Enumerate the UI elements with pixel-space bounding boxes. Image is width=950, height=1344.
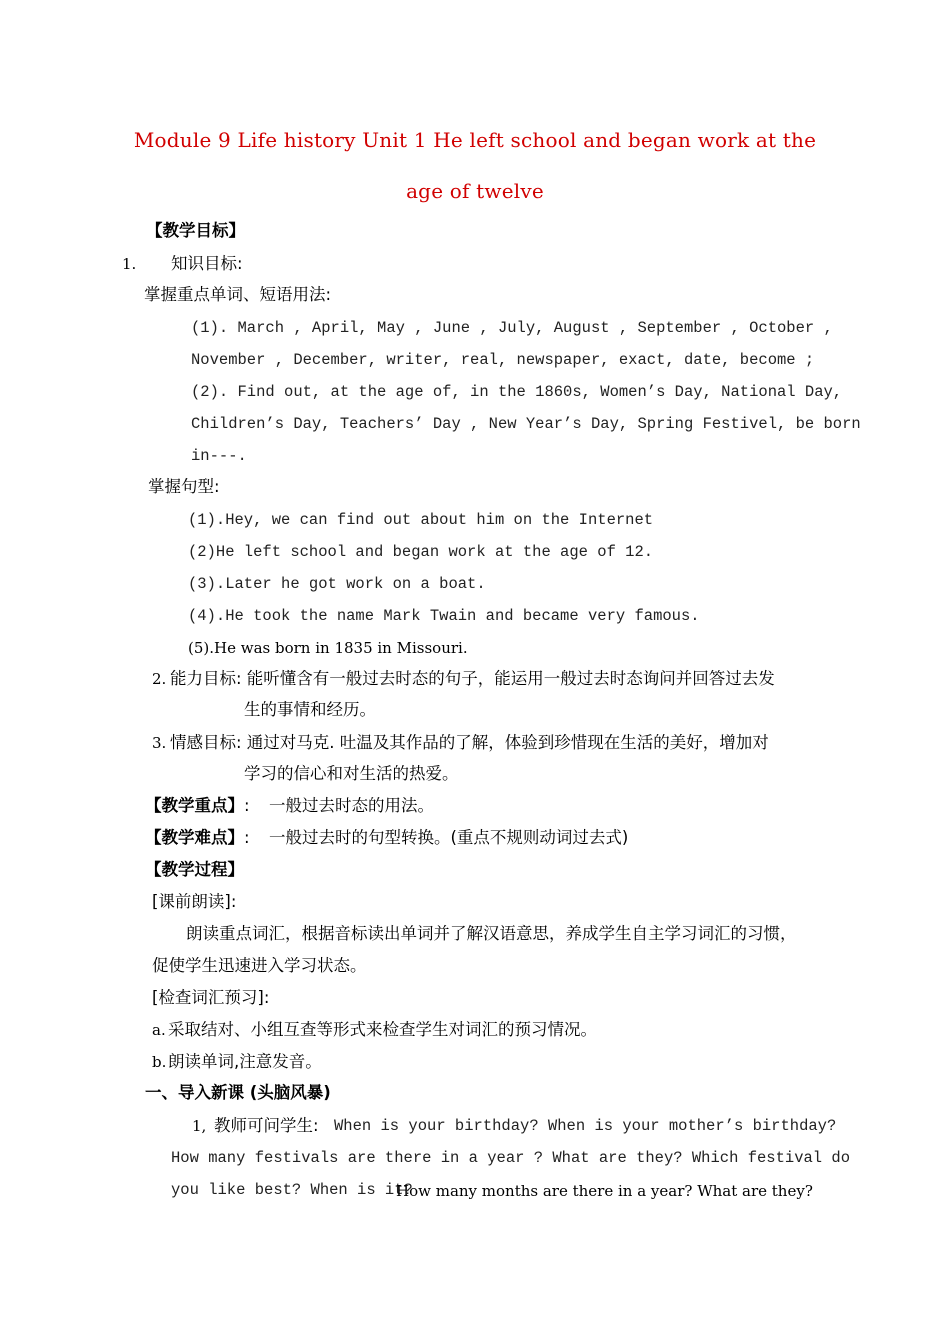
question-num: 1,: [192, 1117, 207, 1135]
vocab-check-b-num: b.: [152, 1053, 167, 1071]
vocab-line: in---.: [191, 447, 247, 465]
vocab-heading: 掌握重点单词、短语用法:: [144, 285, 332, 304]
key-point-text: 一般过去时态的用法。: [269, 796, 434, 815]
vocab-line: Children’s Day, Teachers’ Day , New Year’s Day, Spring Festivel, be born: [191, 415, 861, 433]
difficulty-text: 一般过去时的句型转换。(重点不规则动词过去式): [269, 828, 629, 847]
difficulty-label: 【教学难点】: [145, 828, 244, 847]
ability-text-cont: 生的事情和经历。: [244, 700, 376, 719]
vocab-line: (1). March , April, May , June , July, August , September , October ,: [191, 319, 833, 337]
sentence-heading: 掌握句型:: [148, 477, 220, 496]
difficulty-sep: :: [244, 828, 250, 847]
question-line: you like best? When is it?: [171, 1181, 413, 1199]
question-label: 教师可问学生:: [214, 1116, 319, 1135]
sentence-item: (4).He took the name Mark Twain and became very famous.: [188, 607, 700, 625]
pre-reading-text: 朗读重点词汇，根据音标读出单词并了解汉语意思，养成学生自主学习词汇的习惯，: [186, 924, 797, 943]
sentence-item: (2)He left school and began work at the age of 12.: [188, 543, 654, 561]
process-heading: 【教学过程】: [145, 860, 244, 879]
emotion-text: 情感目标: 通过对马克. 吐温及其作品的了解，体验到珍惜现在生活的美好，增加对: [170, 733, 769, 752]
key-point-label: 【教学重点】: [145, 796, 244, 815]
objectives-heading: 【教学目标】: [146, 221, 245, 240]
knowledge-number: 1.: [122, 255, 137, 273]
emotion-text-cont: 学习的信心和对生活的热爱。: [244, 764, 459, 783]
sentence-item: (1).Hey, we can find out about him on the Internet: [188, 511, 654, 529]
question-line: How many festivals are there in a year ? What are they? Which festival do: [171, 1149, 851, 1167]
question-line: When is your birthday? When is your mother’s birthday?: [334, 1117, 837, 1135]
pre-reading-text-cont: 促使学生迅速进入学习状态。: [152, 956, 367, 975]
title-line-2: age of twelve: [406, 179, 544, 203]
sentence-item: (5).He was born in 1835 in Missouri.: [188, 639, 468, 657]
knowledge-label: 知识目标:: [171, 254, 243, 273]
ability-number: 2.: [152, 670, 167, 688]
vocab-line: November , December, writer, real, newspaper, exact, date, become ;: [191, 351, 815, 369]
vocab-check-a: 采取结对、小组互查等形式来检查学生对词汇的预习情况。: [168, 1020, 597, 1039]
question-line: How many months are there in a year? What are they?: [396, 1182, 813, 1200]
key-point-sep: :: [244, 796, 250, 815]
vocab-check-a-num: a.: [152, 1021, 166, 1039]
vocab-check-heading: [检查词汇预习]:: [152, 988, 270, 1007]
vocab-check-b: 朗读单词,注意发音。: [168, 1052, 322, 1071]
vocab-line: (2). Find out, at the age of, in the 1860s, Women’s Day, National Day,: [191, 383, 843, 401]
section1-heading: 一、导入新课 (头脑风暴): [145, 1083, 331, 1102]
pre-reading-heading: [课前朗读]:: [152, 892, 237, 911]
emotion-number: 3.: [152, 734, 167, 752]
ability-text: 能力目标: 能听懂含有一般过去时态的句子，能运用一般过去时态询问并回答过去发: [170, 669, 775, 688]
sentence-item: (3).Later he got work on a boat.: [188, 575, 486, 593]
title-line-1: Module 9 Life history Unit 1 He left school and began work at the: [133, 128, 817, 152]
